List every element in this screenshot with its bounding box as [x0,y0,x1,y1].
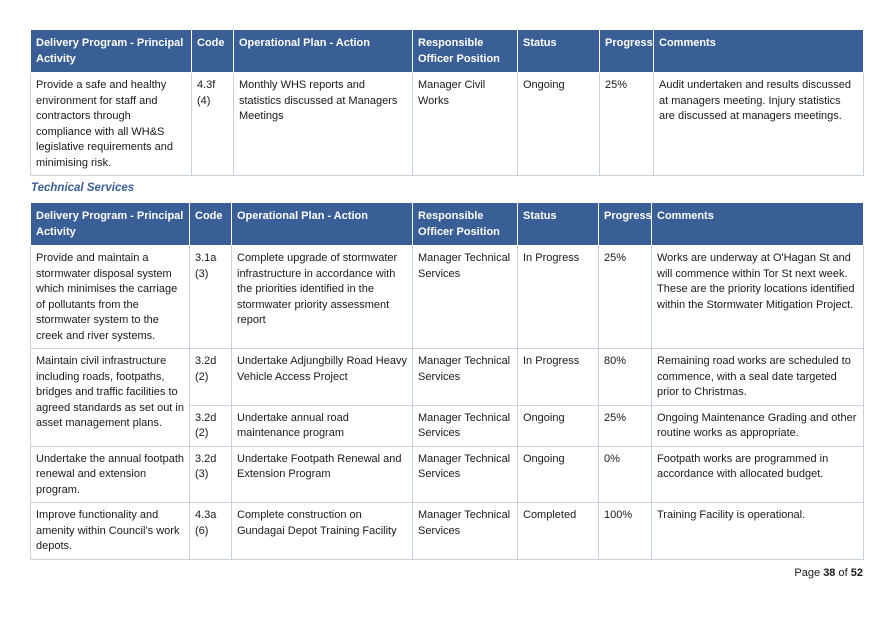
cell-code: 3.2d (2) [190,405,232,446]
cell-action: Complete upgrade of stormwater infrastructure in accordance with the priorities identified in the stormwater priority assessment report [232,246,413,349]
cell-code: 3.2d (3) [190,446,232,503]
header-code: Code [192,30,234,73]
header-action: Operational Plan - Action [234,30,413,73]
cell-status: Ongoing [518,405,599,446]
cell-comments: Works are underway at O'Hagan St and will commence within Tor St next week. These are the priority locations identified within the Stormwater Mitigation Project. [652,246,864,349]
cell-code: 3.1a (3) [190,246,232,349]
cell-activity: Maintain civil infrastructure including roads, footpaths, bridges and traffic facilities to agreed standards as set out in asset management plans. [31,349,190,447]
page-number [794,567,863,579]
table-header-row [31,203,864,246]
cell-officer: Manager Technical Services [413,446,518,503]
cell-action: Undertake annual road maintenance program [232,405,413,446]
technical-services-table [30,202,864,560]
cell-progress: 80% [599,349,652,406]
cell-progress: 0% [599,446,652,503]
cell-code: 3.2d (2) [190,349,232,406]
cell-comments: Footpath works are programmed in accordance with allocated budget. [652,446,864,503]
header-activity: Delivery Program - Principal Activity [31,203,190,246]
header-comments: Comments [652,203,864,246]
cell-officer: Manager Technical Services [413,503,518,560]
cell-action: Monthly WHS reports and statistics discussed at Managers Meetings [234,73,413,176]
cell-officer: Manager Civil Works [413,73,518,176]
cell-status: Ongoing [518,73,600,176]
cell-code: 4.3f (4) [192,73,234,176]
cell-comments: Remaining road works are scheduled to commence, with a seal date targeted prior to Christmas. [652,349,864,406]
cell-status: Ongoing [518,446,599,503]
header-code: Code [190,203,232,246]
page-prefix: Page [794,567,821,579]
cell-action: Undertake Adjungbilly Road Heavy Vehicle Access Project [232,349,413,406]
cell-activity: Provide a safe and healthy environment for staff and contractors through compliance with all WH&S legislative requirements and minimising risk. [31,73,192,176]
cell-officer: Manager Technical Services [413,349,518,406]
cell-action: Undertake Footpath Renewal and Extension Program [232,446,413,503]
page-current: 38 [823,567,836,579]
cell-officer: Manager Technical Services [413,405,518,446]
header-progress: Progress [600,30,654,73]
header-activity: Delivery Program - Principal Activity [31,30,192,73]
table-row [31,73,864,176]
cell-progress: 100% [599,503,652,560]
page-total: 52 [850,567,863,579]
cell-activity: Provide and maintain a stormwater disposal system which minimises the carriage of pollutants from the stormwater system to the creek and river systems. [31,246,190,349]
header-status: Status [518,30,600,73]
cell-progress: 25% [600,73,654,176]
cell-comments: Ongoing Maintenance Grading and other routine works as appropriate. [652,405,864,446]
cell-progress: 25% [599,405,652,446]
table-row [31,446,864,503]
cell-action: Complete construction on Gundagai Depot Training Facility [232,503,413,560]
header-status: Status [518,203,599,246]
table-row [31,503,864,560]
header-comments: Comments [654,30,864,73]
cell-progress: 25% [599,246,652,349]
table-header-row [31,30,864,73]
header-progress: Progress [599,203,652,246]
table-row [31,246,864,349]
cell-code: 4.3a (6) [190,503,232,560]
cell-activity: Undertake the annual footpath renewal and extension program. [31,446,190,503]
header-officer: Responsible Officer Position [413,203,518,246]
cell-comments: Audit undertaken and results discussed at managers meeting. Injury statistics are discussed at managers meetings. [654,73,864,176]
cell-status: In Progress [518,349,599,406]
cell-officer: Manager Technical Services [413,246,518,349]
table-row [31,349,864,406]
header-action: Operational Plan - Action [232,203,413,246]
cell-activity: Improve functionality and amenity within Council’s work depots. [31,503,190,560]
cell-status: Completed [518,503,599,560]
header-officer: Responsible Officer Position [413,30,518,73]
whs-table [30,29,864,176]
cell-status: In Progress [518,246,599,349]
cell-comments: Training Facility is operational. [652,503,864,560]
page-of: of [838,567,848,579]
section-heading: Technical Services [31,182,135,194]
